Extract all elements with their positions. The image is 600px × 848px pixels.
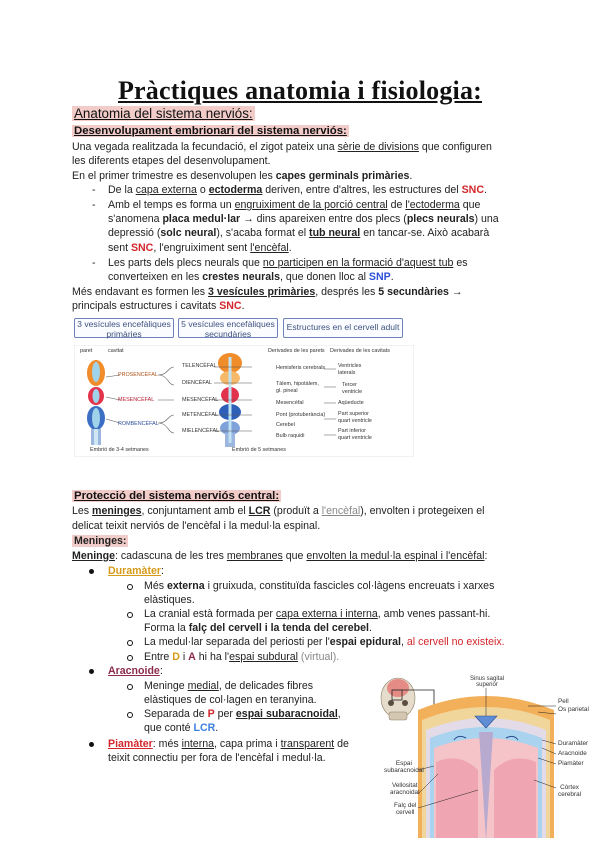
label-cerebellum: Cerebel [276,422,295,428]
label-metencephalon: METENCÈFAL [182,412,218,418]
bullet-dot [89,742,94,747]
label-hemispheres: Hemisferis cerebrals [276,365,326,371]
list-item-cont: sent SNC, l'engruiximent sent l'encèfal. [108,242,292,254]
label-pineal: gl. pineal [276,388,298,394]
skull-illustration [381,678,415,720]
label-col-cavities: Derivades de les cavitats [330,348,390,354]
bullet-ring [127,612,133,618]
list-item-cont: teixit connectiu per fora de l'encèfal i medul·la. [108,752,326,764]
label-pell: Pell [558,698,569,705]
label-medulla: Bulb raquidi [276,433,305,439]
label-rhombencephalon: ROMBENCÈFAL [118,421,159,427]
label-piamater: Piamàter [558,760,584,767]
label-duramater: Duramàter [558,740,589,747]
paragraph-line: principals estructures i cavitats SNC. [72,300,245,312]
paragraph-line: Les meninges, conjuntament amb el LCR (produït a l'encèfal), envolten i protegeixen el [72,505,485,517]
label-third-ventricle-2: ventricle [342,389,363,395]
label-diencephalon: DIENCÈFAL [182,380,212,386]
list-item-cont: converteixen en les crestes neurals, que donen lloc al SNP. [108,271,394,283]
tab-secondary-vesicles: 5 vesícules encefàliques secundàries [178,318,278,338]
sub-item: La cranial està formada per capa externa i interna, amb venes passant-hi. [144,608,491,620]
caption-embryo-2: Embrió de 5 setmanes [232,447,286,453]
sub-item: Més externa i gruixuda, constituïda fascicles col·làgens encreuats i xarxes [144,580,495,592]
label-lateral-ventricles: Ventricles [338,363,362,369]
paragraph-line: Una vegada realitzada la fecundació, el zigot pateix una sèrie de divisions que configuren [72,141,492,153]
label-upper-fourth: Part superior [338,411,369,417]
paragraph-line: Més endavant es formen les 3 vesícules primàries, després les 5 secundàries → [72,286,463,298]
label-villus: Vellositat aracnoidal [390,782,420,796]
meninge-definition: Meninge: cadascuna de les tres membranes que envolten la medul·la espinal i l'encèfal: [72,550,488,562]
bullet-ring [127,640,133,646]
list-item: De la capa externa o ectoderma deriven, entre d'altres, les estructures del SNC. [108,184,487,196]
label-paret: paret [80,348,93,354]
caption-embryo-1: Embrió de 3-4 setmanes [90,447,149,453]
sub-item: Meninge medial, de delicades fibres [144,680,314,692]
subheading-development: Desenvolupament embrionari del sistema nerviós: [74,125,347,137]
sub-item: Separada de P per espai subaracnoidal, [144,708,341,720]
paragraph-line: les diferents etapes del desenvolupament. [72,155,271,167]
label-os-parietal: Os parietal [558,706,589,713]
label-lateral-ventricles-2: laterals [338,370,356,376]
bullet-ring [127,655,133,661]
label-col-walls: Derivades de les parets [268,348,325,354]
label-upper-fourth-2: quart ventricle [338,418,372,424]
subheading-meninges: Meninges: [74,535,127,547]
label-third-ventricle: Tercer [342,382,357,388]
tab-adult-structures: Estructures en el cervell adult [283,318,403,338]
label-aracnoide: Aracnoide [558,750,587,757]
label-aqueduct: Aqüeducte [338,400,364,406]
paragraph-line: delicat teixit nerviós de l'encèfal i la medul·la espinal. [72,520,321,532]
bullet-ring [127,584,133,590]
label-mesencephalon: MESENCÈFAL [118,397,155,403]
sub-item: Entre D i A hi ha l'espai subdural (virtual). [144,651,340,663]
list-item-aracnoide: Aracnoide: [108,665,163,677]
bullet-ring [127,684,133,690]
label-telencephalon: TELENCÈFAL [182,363,217,369]
list-item: Amb el temps es forma un engruiximent de la porció central de l'ectoderma que [108,199,481,211]
label-sinus: Sinus sagital superior [470,676,505,688]
section-heading-anatomy: Anatomia del sistema nerviós: [74,106,253,121]
section-heading-protection: Protecció del sistema nerviós central: [74,490,280,502]
label-cavitat: cavitat [108,348,124,354]
sub-item-cont: que conté LCR. [144,722,219,734]
list-item-dura: Duramàter: [108,565,164,577]
dash-bullet: - [92,199,96,211]
list-item: Les parts dels plecs neurals que no participen en la formació d'aquest tub es [108,257,468,269]
bullet-dot [89,669,94,674]
bullet-dot [89,569,94,574]
label-mesencephalon-adult: Mesencèfal [276,400,304,406]
label-thalamus: Tàlem, hipotàlem, [276,381,319,387]
page-title: Pràctiques anatomia i fisiologia: [117,76,483,105]
list-item-cont: depressió (solc neural), s'acaba format el tub neural en tancar-se. Això acabarà [108,227,490,239]
label-lower-fourth: Part inferior [338,428,366,434]
list-item-piamater: Piamàter: més interna, capa prima i transparent de [108,738,349,750]
bullet-ring [127,712,133,718]
label-pons: Pont (protuberància) [276,412,326,418]
label-cortex: Còrtex cerebral [558,784,582,798]
label-lower-fourth-2: quart ventricle [338,435,372,441]
label-falx: Falç del cervell [394,802,417,816]
sub-item-cont: elàstiques de col·lagen en teranyina. [144,694,317,706]
paragraph-line: En el primer trimestre es desenvolupen les capes germinals primàries. [72,170,413,182]
sub-item: La medul·lar separada del periosti per l'espai epidural, al cervell no existeix. [144,636,505,648]
dash-bullet: - [92,184,96,196]
label-prosencephalon: PROSENCÈFAL [118,372,158,378]
sub-item-cont: Forma la falç del cervell i la tenda del cerebel. [144,622,372,634]
tab-primary-vesicles: 3 vesícules encefàliques primàries [74,318,174,338]
sub-item-cont: elàstiques. [144,594,195,606]
label-myelencephalon: MIELENCÈFAL [182,428,220,434]
list-item-cont: s'anomena placa medul·lar → dins apareixen entre dos plecs (plecs neurals) una [108,213,499,225]
label-mesencephalon-2: MESENCÈFAL [182,397,219,403]
label-subarachnoid: Espai subaracnoidal [384,760,424,774]
dash-bullet: - [92,257,96,269]
